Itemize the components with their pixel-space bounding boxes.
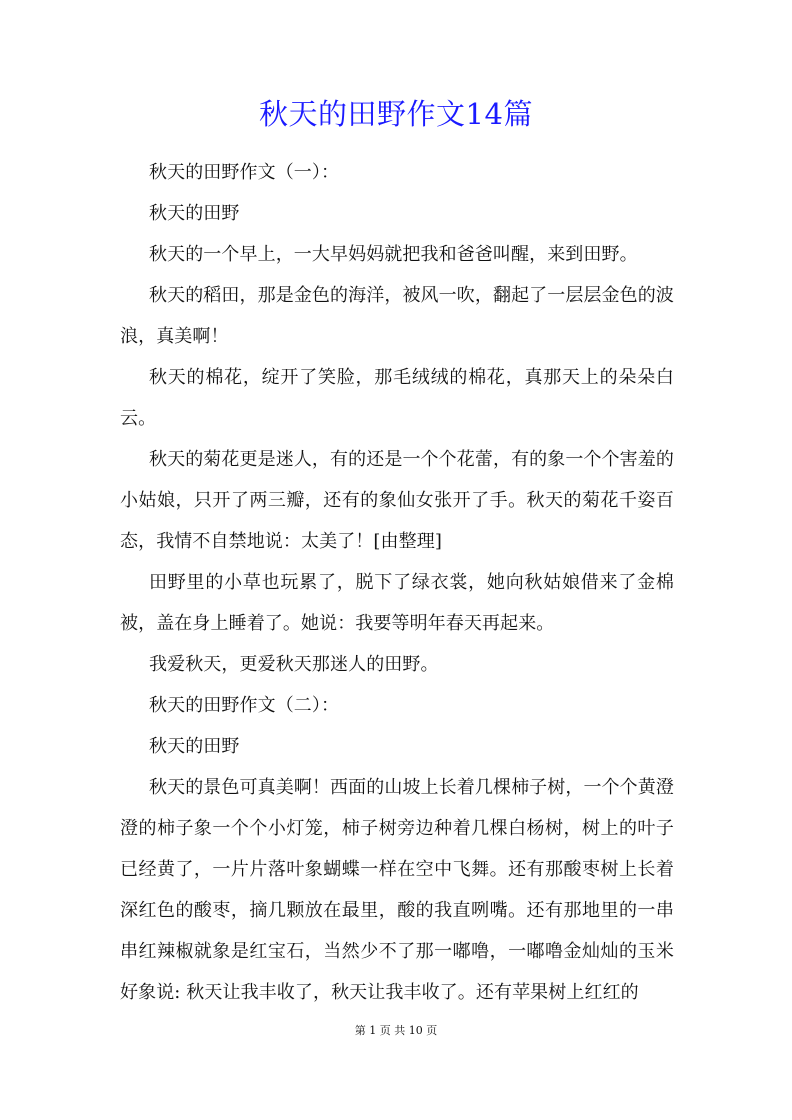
- paragraph: 我爱秋天，更爱秋天那迷人的田野。: [149, 654, 439, 675]
- paragraph: 秋天的棉花，绽开了笑脸，那毛绒绒的棉花，真那天上的朵朵白云。: [120, 367, 674, 429]
- paragraph: 田野里的小草也玩累了，脱下了绿衣裳，她向秋姑娘借来了金棉被，盖在身上睡着了。她说：我要等明年春天再起来。: [120, 572, 674, 634]
- paragraph: 秋天的菊花更是迷人，有的还是一个个花蕾，有的象一个个害羞的小姑娘，只开了两三瓣，还有的象仙女张开了手。秋天的菊花千姿百态，我情不自禁地说：太美了！[由整理]: [120, 449, 674, 552]
- paragraph: 秋天的田野: [149, 203, 240, 224]
- paragraph: 秋天的景色可真美啊！西面的山坡上长着几棵柿子树，一个个黄澄澄的柿子象一个个小灯笼，柿子树旁边种着几棵白杨树，树上的叶子已经黄了，一片片落叶象蝴蝶一样在空中飞舞。还有那酸枣树上长着深红色的酸枣，摘几颗放在最里，酸的我直咧嘴。还有那地里的一串串红辣椒就象是红宝石，当然少不了那一嘟噜，一嘟噜金灿灿的玉米好象说: 秋天让我丰收了，秋天让我丰收了。还有苹果树上红红的: [120, 777, 674, 1003]
- document-title: 秋天的田野作文14篇: [259, 97, 533, 131]
- paragraph: 秋天的田野作文（二）：: [149, 695, 340, 716]
- paragraph: 秋天的田野作文（一）：: [149, 162, 340, 183]
- paragraph: 秋天的田野: [149, 736, 240, 757]
- paragraph: 秋天的稻田，那是金色的海洋，被风一吹，翻起了一层层金色的波浪，真美啊！: [120, 285, 674, 347]
- paragraph: 秋天的一个早上，一大早妈妈就把我和爸爸叫醒，来到田野。: [149, 244, 638, 265]
- document-body: [120, 152, 674, 1013]
- page-number-footer: 第 1 页 共 10 页: [354, 1024, 438, 1037]
